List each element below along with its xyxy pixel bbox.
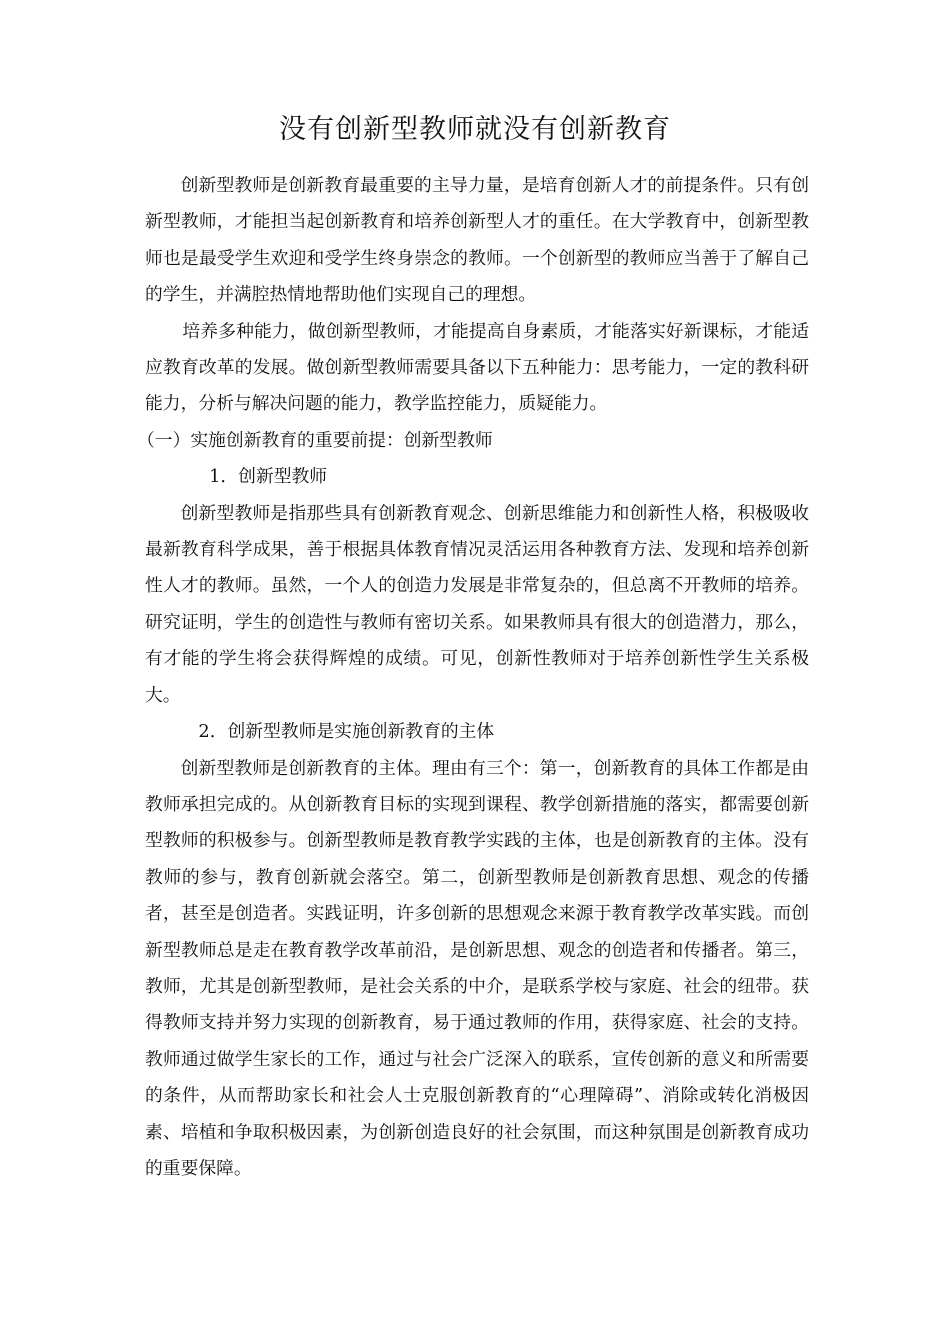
document-body [137, 168, 809, 1187]
paragraph-abilities: 培养多种能力，做创新型教师，才能提高自身素质，才能落实好新课标，才能适应教育改革的发展。做创新型教师需要具备以下五种能力：思考能力，一定的教科研能力，分析与解决问题的能力，教学监控能力，质疑能力。 [145, 320, 809, 415]
document-title: 没有创新型教师就没有创新教育 [279, 114, 671, 145]
subsection-heading-1: 1．创新型教师 [209, 466, 328, 488]
paragraph-definition: 创新型教师是指那些具有创新教育观念、创新思维能力和创新性人格，积极吸收最新教育科学成果，善于根据具体教育情况灵活运用各种教育方法、发现和培养创新性人才的教师。虽然，一个人的创造力发展是非常复杂的，但总离不开教师的培养。研究证明，学生的创造性与教师有密切关系。如果教师具有很大的创造潜力，那么，有才能的学生将会获得辉煌的成绩。可见，创新性教师对于培养创新性学生关系极大。 [145, 502, 809, 706]
subsection-heading-2: 2．创新型教师是实施创新教育的主体 [198, 721, 495, 743]
paragraph-intro: 创新型教师是创新教育最重要的主导力量，是培育创新人才的前提条件。只有创新型教师，才能担当起创新教育和培养创新型人才的重任。在大学教育中，创新型教师也是最受学生欢迎和受学生终身崇念的教师。一个创新型的教师应当善于了解自己的学生，并满腔热情地帮助他们实现自己的理想。 [145, 175, 809, 306]
section-heading-1: （一）实施创新教育的重要前提：创新型教师 [137, 429, 493, 451]
paragraph-subject: 创新型教师是创新教育的主体。理由有三个：第一，创新教育的具体工作都是由教师承担完成的。从创新教育目标的实现到课程、教学创新措施的落实，都需要创新型教师的积极参与。创新型教师是教育教学实践的主体，也是创新教育的主体。没有教师的参与，教育创新就会落空。第二，创新型教师是创新教育思想、观念的传播者，甚至是创造者。实践证明，许多创新的思想观念来源于教育教学改革实践。而创新型教师总是走在教育教学改革前沿，是创新思想、观念的创造者和传播者。第三，教师，尤其是创新型教师，是社会关系的中介，是联系学校与家庭、社会的纽带。获得教师支持并努力实现的创新教育，易于通过教师的作用，获得家庭、社会的支持。教师通过做学生家长的工作，通过与社会广泛深入的联系，宣传创新的意义和所需要的条件，从而帮助家长和社会人士克服创新教育的“心理障碍”、消除或转化消极因素、培植和争取积极因素，为创新创造良好的社会氛围，而这种氛围是创新教育成功的重要保障。 [145, 757, 809, 1179]
